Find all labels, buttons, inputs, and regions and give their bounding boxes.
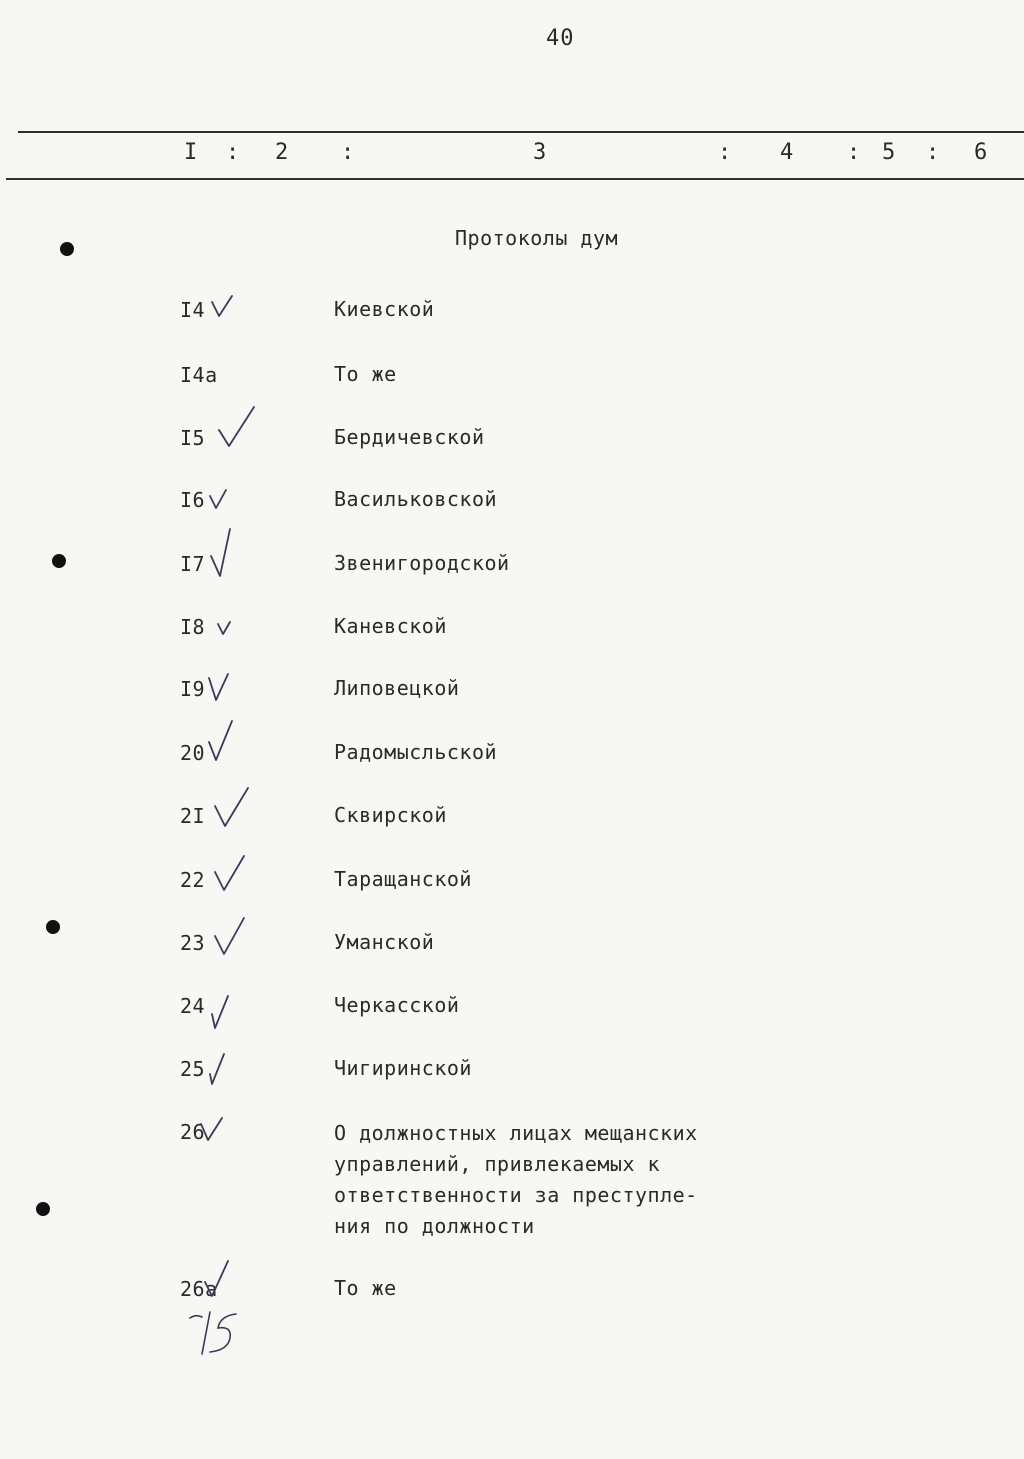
- column-separator: :: [226, 140, 240, 165]
- section-title: Протоколы дум: [455, 226, 619, 250]
- item-title: Звенигородской: [334, 551, 510, 575]
- item-number: 22: [180, 868, 206, 892]
- column-header-4: 4: [780, 140, 794, 165]
- item-title: То же: [334, 362, 397, 386]
- column-header-6: 6: [974, 140, 988, 165]
- item-number: 24: [180, 994, 206, 1018]
- item-title: Таращанской: [334, 867, 472, 891]
- item-number: 26: [180, 1120, 206, 1144]
- binder-hole: [46, 920, 60, 934]
- checkmark-icon: [212, 852, 248, 896]
- item-title: Сквирской: [334, 803, 447, 827]
- checkmark-icon: [206, 1050, 228, 1090]
- checkmark-icon: [198, 1114, 226, 1148]
- column-separator: :: [926, 140, 940, 165]
- item-title: Васильковской: [334, 487, 498, 511]
- column-header-5: 5: [882, 140, 896, 165]
- item-title: Радомысльской: [334, 740, 498, 764]
- column-header-2: 2: [275, 140, 289, 165]
- item-number: I5: [180, 426, 206, 450]
- item-number: I9: [180, 677, 206, 701]
- item-title: Уманской: [334, 930, 435, 954]
- table-header-top-rule: [18, 131, 1024, 133]
- item-number: 23: [180, 931, 206, 955]
- item-number: I4a: [180, 363, 218, 387]
- item-number: I4: [180, 298, 206, 322]
- item-number: 2I: [180, 804, 206, 828]
- checkmark-icon: [212, 784, 252, 832]
- checkmark-icon: [208, 992, 232, 1034]
- item-number: 26а: [180, 1277, 218, 1301]
- checkmark-icon: [214, 614, 234, 638]
- item-title: Черкасской: [334, 993, 460, 1017]
- item-title: Каневской: [334, 614, 447, 638]
- item-number: 25: [180, 1057, 206, 1081]
- handwritten-note-15: [188, 1308, 254, 1360]
- column-separator: :: [718, 140, 732, 165]
- item-title: Чигиринской: [334, 1056, 472, 1080]
- checkmark-icon: [208, 292, 238, 322]
- column-header-1: I: [184, 140, 198, 165]
- item-number: 20: [180, 741, 206, 765]
- item-number: I7: [180, 552, 206, 576]
- item-title: Киевской: [334, 297, 435, 321]
- checkmark-icon: [202, 1258, 232, 1302]
- item-title: О должностных лицах мещанских управлений, привлекаемых к ответственности за преступле- ния по должности: [334, 1121, 698, 1238]
- binder-hole: [60, 242, 74, 256]
- item-number: I8: [180, 615, 206, 639]
- column-separator: :: [847, 140, 861, 165]
- checkmark-icon: [206, 718, 236, 766]
- binder-hole: [52, 554, 66, 568]
- page-number: 40: [546, 26, 575, 51]
- binder-hole: [36, 1202, 50, 1216]
- column-header-3: 3: [533, 140, 547, 165]
- checkmark-icon: [206, 670, 232, 706]
- item-number: I6: [180, 488, 206, 512]
- table-header-bottom-rule: [6, 178, 1024, 180]
- checkmark-icon: [208, 526, 236, 580]
- checkmark-icon: [216, 404, 258, 452]
- checkmark-icon: [212, 914, 248, 960]
- checkmark-icon: [206, 484, 230, 512]
- column-separator: :: [341, 140, 355, 165]
- item-title: Липовецкой: [334, 676, 460, 700]
- item-title: Бердичевской: [334, 425, 485, 449]
- item-title: То же: [334, 1276, 397, 1300]
